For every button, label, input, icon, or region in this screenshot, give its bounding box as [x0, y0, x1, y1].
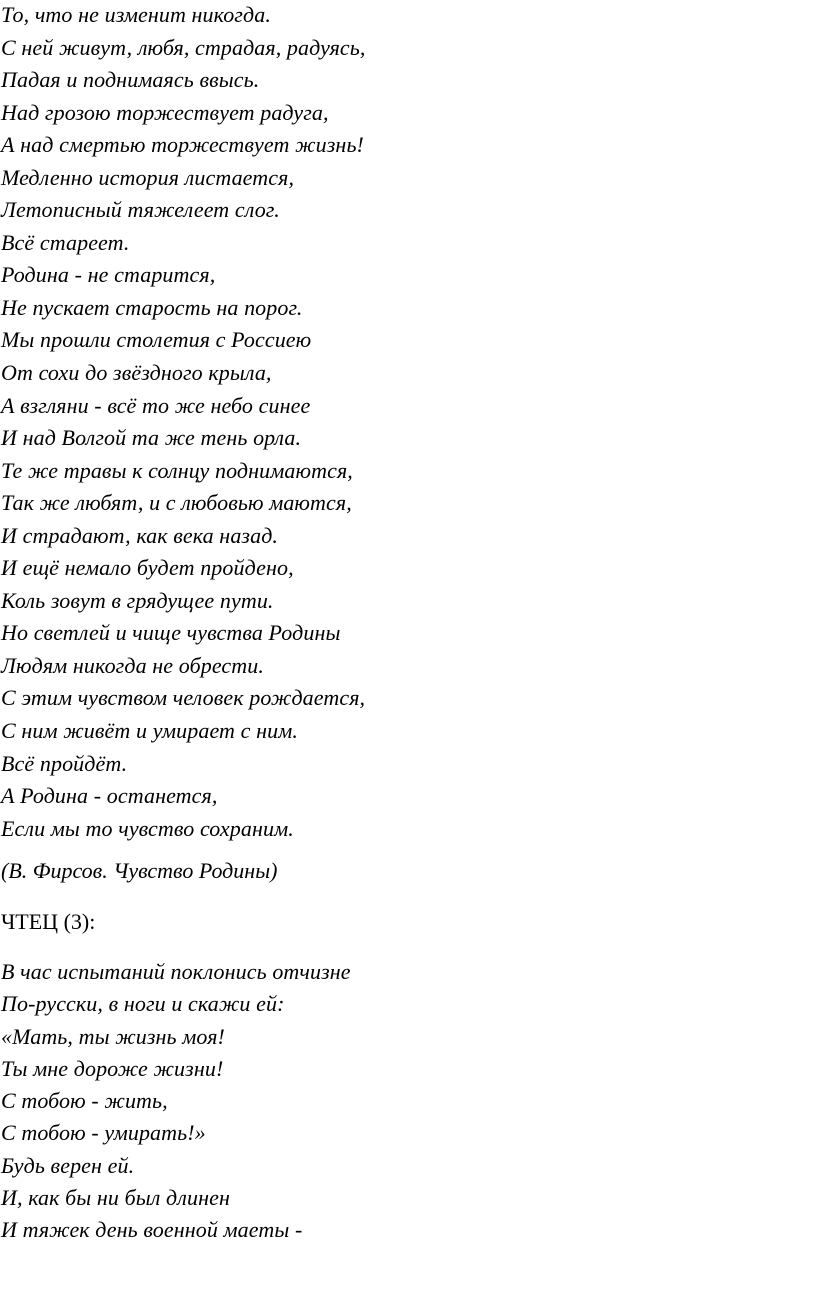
poem-line: И тяжек день военной маеты - — [1, 1217, 303, 1243]
poem-line: От сохи до звёздного крыла, — [1, 360, 272, 386]
poem-line: Ты мне дороже жизни! — [1, 1055, 224, 1081]
poem-line: Но светлей и чище чувства Родины — [1, 620, 341, 646]
poem-line: И ещё немало будет пройдено, — [1, 555, 294, 581]
poem-line: Мы прошли столетия с Россиею — [1, 327, 312, 353]
poem-line: Над грозою торжествует радуга, — [1, 99, 329, 125]
poem-line: С ней живут, любя, страдая, радуясь, — [1, 34, 366, 60]
speaker-label: ЧТЕЦ (3): — [1, 909, 96, 934]
poem-next — [1, 956, 351, 1247]
poem-line: То, что не изменит никогда. — [1, 2, 271, 27]
poem-citation: (В. Фирсов. Чувство Родины) — [1, 858, 278, 883]
poem-line: Коль зовут в грядущее пути. — [1, 587, 274, 613]
poem-line: С ним живёт и умирает с ним. — [1, 718, 298, 744]
poem-line: Падая и поднимаясь ввысь. — [1, 67, 260, 93]
poem-line: Те же травы к солнцу поднимаются, — [1, 457, 353, 483]
poem-line: По-русски, в ноги и скажи ей: — [1, 991, 285, 1017]
poem-line: Родина - не старится, — [1, 262, 216, 288]
poem-line: Так же любят, и с любовью маются, — [1, 490, 352, 516]
poem-line: И, как бы ни был длинен — [1, 1185, 230, 1211]
poem-line: С тобою - жить, — [1, 1088, 168, 1114]
poem-line: Если мы то чувство сохраним. — [1, 815, 294, 841]
poem-line: В час испытаний поклонись отчизне — [1, 959, 351, 984]
poem-line: Людям никогда не обрести. — [1, 652, 264, 678]
poem-line: С этим чувством человек рождается, — [1, 685, 366, 711]
poem-line: Будь верен ей. — [1, 1152, 135, 1178]
poem-line: Летописный тяжелеет слог. — [1, 197, 280, 223]
poem-line: Всё стареет. — [1, 229, 130, 255]
poem-line: И над Волгой та же тень орла. — [1, 425, 302, 451]
poem-line: А Родина - останется, — [1, 783, 218, 809]
poem-line: А взгляни - всё то же небо синее — [1, 392, 311, 418]
poem-line: А над смертью торжествует жизнь! — [1, 132, 364, 158]
poem-line: И страдают, как века назад. — [1, 522, 279, 548]
poem-line: Медленно история листается, — [1, 164, 295, 190]
poem-line: Не пускает старость на порог. — [1, 294, 303, 320]
poem-continued — [1, 0, 366, 845]
poem-line: Всё пройдёт. — [1, 750, 128, 776]
poem-line: «Мать, ты жизнь моя! — [1, 1023, 225, 1049]
poem-line: С тобою - умирать!» — [1, 1120, 206, 1146]
